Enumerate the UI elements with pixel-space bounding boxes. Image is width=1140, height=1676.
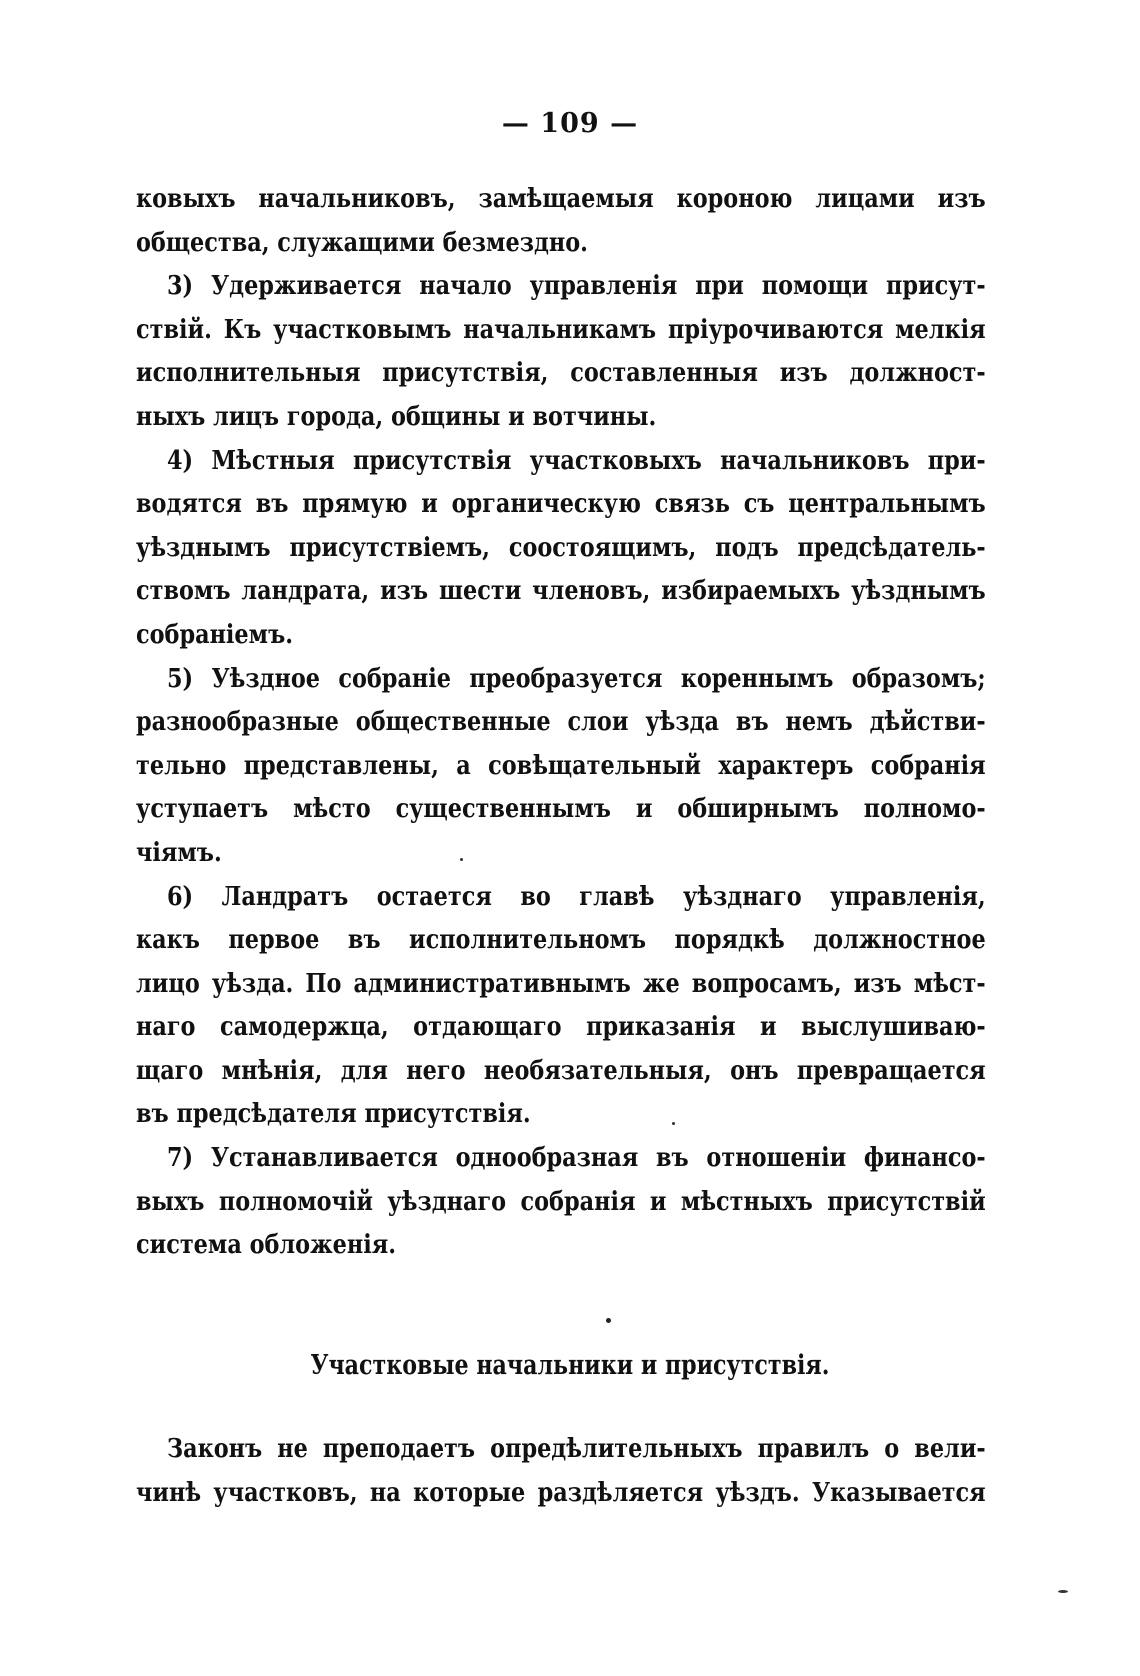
text-line: уступаетъ мѣсто существеннымъ и обширнымъ полномо-	[136, 794, 986, 825]
section-heading: Участковые начальники и присутствія.	[310, 1350, 830, 1381]
page-number: — 109 —	[501, 108, 639, 139]
scan-speck	[460, 858, 463, 861]
text-line: собраніемъ.	[136, 619, 294, 650]
text-line: 6) Ландратъ остается во главѣ уѣзднаго управленія,	[166, 881, 986, 912]
scan-speck	[672, 1122, 675, 1125]
text-line: 4) Мѣстныя присутствія участковыхъ начальниковъ при-	[166, 445, 986, 476]
text-line: тельно представлены, а совѣщательный характеръ собранія	[136, 750, 986, 781]
text-line: выхъ полномочій уѣзднаго собранія и мѣстныхъ присутствій	[136, 1186, 986, 1217]
text-line: 5) Уѣздное собраніе преобразуется кореннымъ образомъ;	[166, 663, 986, 694]
text-line: 3) Удерживается начало управленія при помощи присут-	[166, 271, 986, 302]
text-line: разнообразные общественные слои уѣзда въ немъ дѣйстви-	[136, 707, 986, 738]
ink-dot	[606, 1318, 611, 1323]
text-line: ныхъ лицъ города, общины и вотчины.	[136, 401, 657, 432]
scan-speck	[1058, 1590, 1068, 1593]
text-line: уѣзднымъ присутствіемъ, сооcтоящимъ, подъ предсѣдатель-	[136, 532, 986, 563]
text-line: водятся въ прямую и органическую связь съ центральнымъ	[136, 489, 986, 520]
text-line: какъ первое въ исполнительномъ порядкѣ должностное	[136, 925, 986, 956]
text-line: ковыхъ начальниковъ, замѣщаемыя короною лицами изъ	[136, 184, 986, 214]
text-line: ствомъ ландрата, изъ шести членовъ, избираемыхъ уѣзднымъ	[136, 576, 986, 607]
text-line: лицо уѣзда. По административнымъ же вопросамъ, изъ мѣст-	[136, 968, 986, 999]
text-line: щаго мнѣнія, для него необязательныя, онъ превращается	[136, 1055, 986, 1086]
text-line: исполнительныя присутствія, составленныя изъ должност-	[136, 358, 986, 389]
section-text-block	[136, 1424, 986, 1511]
text-line: въ предсѣдателя присутствія.	[136, 1099, 531, 1130]
text-line: ствій. Къ участковымъ начальникамъ пріурочиваются мелкія	[136, 314, 986, 345]
text-line: система обложенія.	[136, 1230, 397, 1261]
text-line: Законъ не преподаетъ опредѣлительныхъ правилъ о вели-	[166, 1434, 986, 1464]
text-line: наго самодержца, отдающаго приказанія и выслушиваю-	[136, 1012, 986, 1043]
text-line: 7) Устанавливается однообразная въ отношеніи финансо-	[166, 1143, 986, 1174]
text-line: общества, служащими безмездно.	[136, 227, 588, 258]
text-line: чіямъ.	[136, 837, 222, 868]
main-text-block	[136, 178, 986, 1268]
text-line: чинѣ участковъ, на которые раздѣляется уѣздъ. Указывается	[136, 1477, 986, 1508]
